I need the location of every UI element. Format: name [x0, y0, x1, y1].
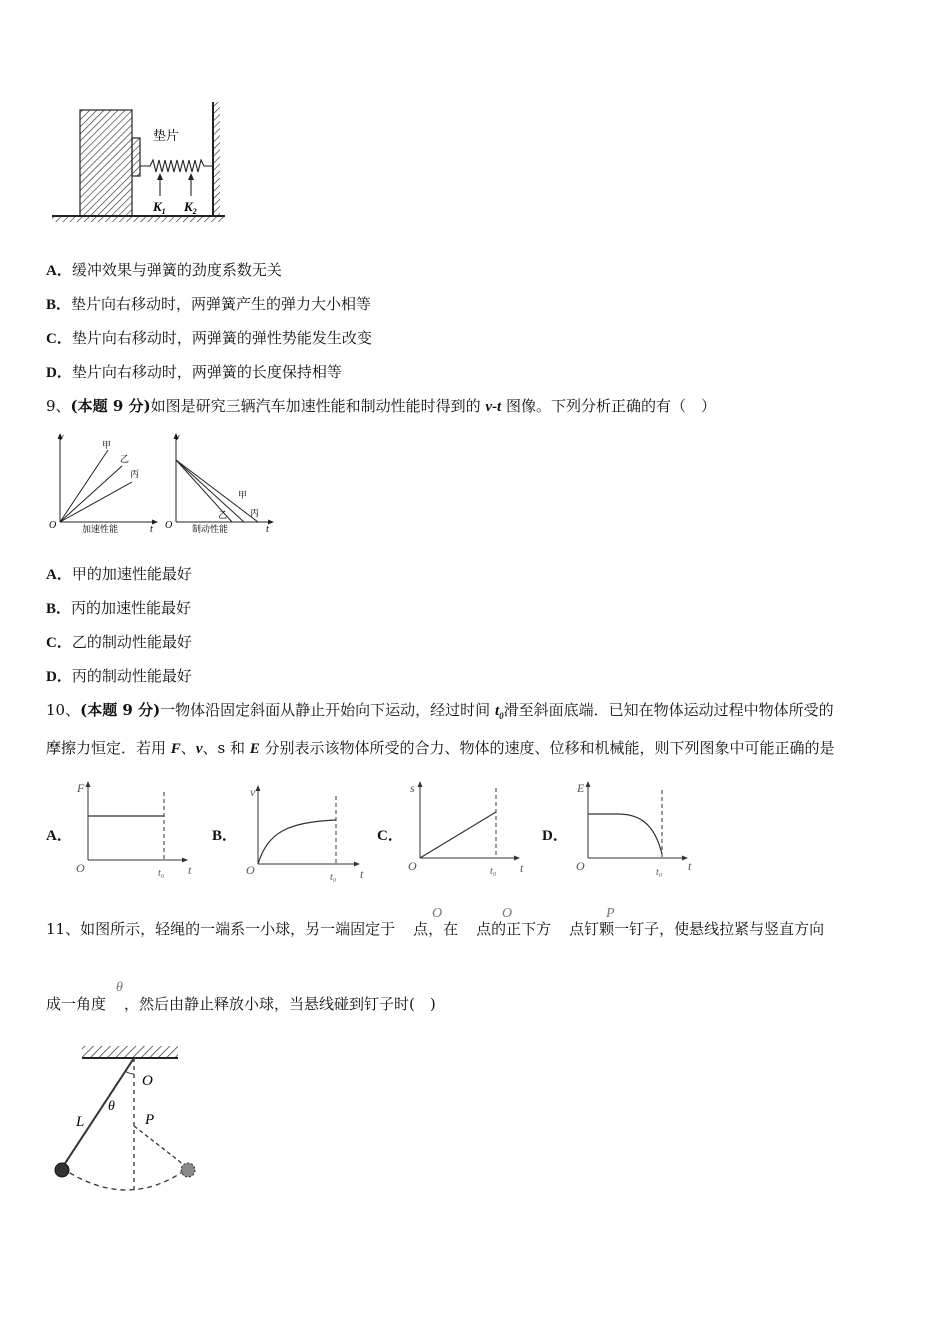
q10-graph-c [404, 778, 529, 880]
gd-x: t [688, 859, 692, 873]
gb-o: O [246, 863, 255, 877]
fig-theta: θ [108, 1099, 115, 1114]
q11-figure [48, 1040, 208, 1200]
block [80, 110, 132, 216]
string [62, 1058, 134, 1168]
g1-o: O [49, 520, 57, 531]
q10-graph-a [72, 778, 197, 880]
gb-x: t [360, 867, 364, 881]
ball-left [55, 1163, 69, 1177]
gc-o: O [408, 859, 417, 873]
q9-graph-acceleration [44, 430, 164, 536]
fig-l: L [76, 1114, 85, 1130]
q8-option-d: D．垫片向右移动时，两弹簧的长度保持相等 [46, 363, 342, 381]
g1-bing: 丙 [130, 469, 140, 479]
q9-option-a: A．甲的加速性能最好 [46, 565, 192, 583]
q8-option-c: C．垫片向右移动时，两弹簧的弹性势能发生改变 [46, 329, 372, 347]
q10-option-d-letter: D． [542, 828, 568, 844]
q9-graph-braking [162, 430, 282, 536]
pad [132, 138, 140, 176]
spring [140, 160, 213, 172]
q9-option-c: C．乙的制动性能最好 [46, 633, 192, 651]
gc-x: t [520, 861, 524, 875]
q8-option-b: B．垫片向右移动时，两弹簧产生的弹力大小相等 [46, 295, 372, 313]
q10-stem-line1: 10、(本题 9 分)一物体沿固定斜面从静止开始向下运动，经过时间 $t_0$滑至斜面底端．已知在物体运动过程中物体所受的 [46, 701, 834, 721]
q9-option-b: B．丙的加速性能最好 [46, 599, 192, 617]
ga-t0: t₀ [158, 868, 165, 879]
k1-label: $K_1$ [153, 199, 166, 216]
fig-p: P [145, 1112, 155, 1128]
gd-y: E [577, 781, 585, 795]
gb-t0: t₀ [330, 872, 337, 883]
g2-caption: 制动性能 [192, 524, 229, 534]
q10-option-a-letter: A． [46, 828, 72, 844]
g2-bing: 丙 [250, 508, 260, 518]
q10-stem-line2: 摩擦力恒定．若用 F、v、s 和 E 分别表示该物体所受的合力、物体的速度、位移和机械能，则下列图象中可能正确的是 [46, 739, 835, 757]
gc-t0: t₀ [490, 866, 497, 877]
q10-option-b-letter: B． [212, 828, 238, 844]
q10-option-c-letter: C． [377, 828, 403, 844]
q11-symbol-p: P [606, 906, 615, 921]
g1-yi: 乙 [120, 454, 130, 464]
gb-y: v [250, 785, 256, 799]
ga-o: O [76, 861, 85, 875]
g1-caption: 加速性能 [82, 524, 119, 534]
g2-v: v [175, 432, 180, 443]
g2-t: t [266, 524, 269, 535]
g1-v: v [59, 432, 64, 443]
q10-graph-d [572, 778, 697, 880]
q11-stem-line2: 成一角度 ，然后由静止释放小球，当悬线碰到钉子时( ) [46, 995, 436, 1013]
q11-symbol-theta: θ [116, 980, 123, 995]
q9-stem: 9、(本题 9 分)如图是研究三辆汽车加速性能和制动性能时得到的 v-t 图像。下列分析正确的有（ ） [46, 397, 717, 415]
gd-t0: t₀ [656, 867, 663, 878]
q8-figure [50, 100, 240, 225]
q9-option-d: D．丙的制动性能最好 [46, 667, 192, 685]
ball-right [181, 1163, 195, 1177]
q11-stem-line1: 11、如图所示，轻绳的一端系一小球，另一端固定于 点，在 点的正下方 点钉颗一钉子，使悬线拉紧与竖直方向 [46, 920, 825, 938]
ga-y: F [77, 781, 85, 795]
q8-option-a: A．缓冲效果与弹簧的劲度系数无关 [46, 261, 282, 279]
k2-label: $K_2$ [184, 199, 197, 216]
g1-t: t [150, 524, 153, 535]
g1-jia: 甲 [102, 440, 112, 450]
ga-x: t [188, 863, 192, 877]
q10-graph-b [242, 782, 370, 884]
q11-symbol-o2: O [502, 906, 513, 921]
q11-symbol-o1: O [432, 906, 443, 921]
pad-label: 垫片 [153, 128, 180, 143]
gd-o: O [576, 859, 585, 873]
g2-o: O [165, 520, 173, 531]
g2-yi: 乙 [218, 510, 228, 520]
fig-o: O [142, 1073, 153, 1089]
gc-y: s [410, 781, 415, 795]
g2-jia: 甲 [238, 490, 248, 500]
